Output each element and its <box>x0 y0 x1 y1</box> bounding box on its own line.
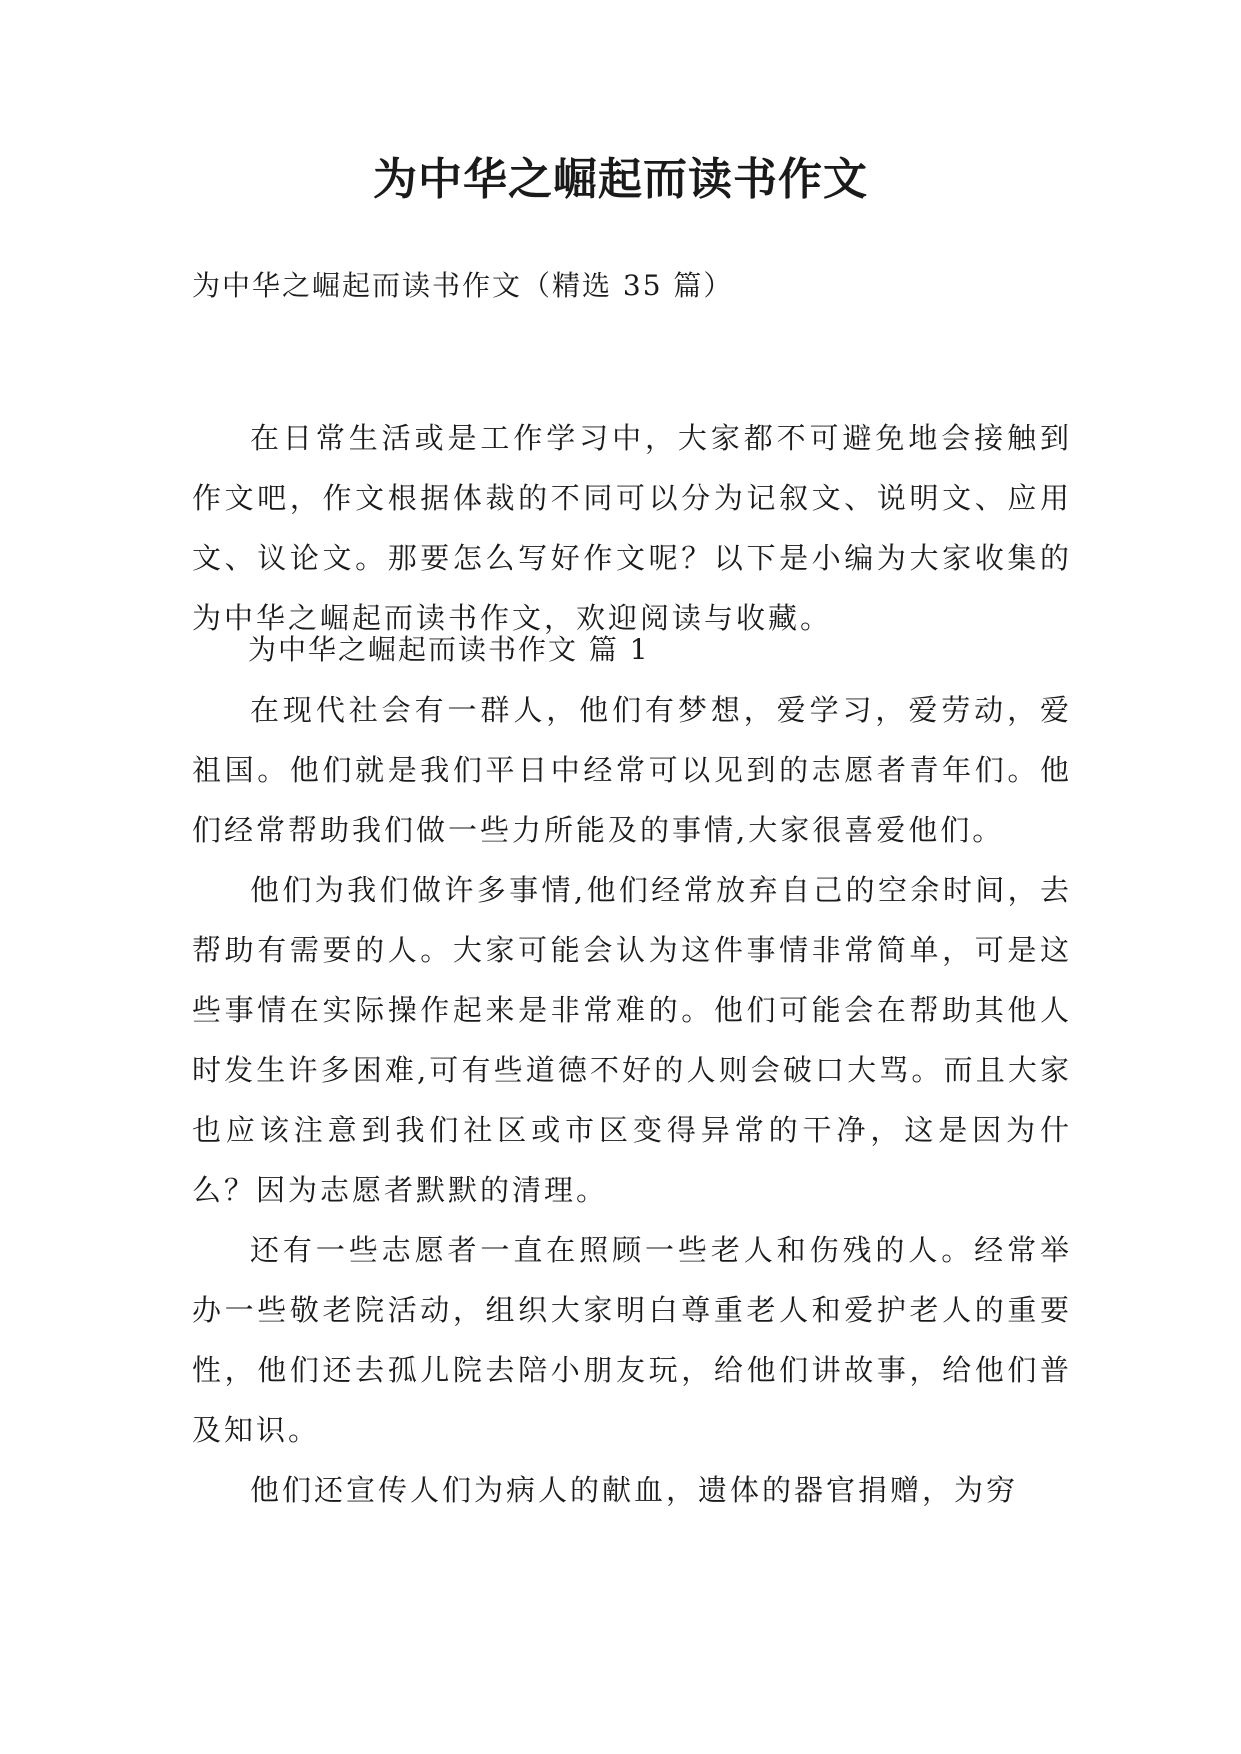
article-section <box>192 620 1072 1520</box>
document-title: 为中华之崛起而读书作文 <box>373 154 868 205</box>
intro-section <box>192 408 1072 648</box>
body-paragraph-3: 还有一些志愿者一直在照顾一些老人和伤残的人。经常举办一些敬老院活动，组织大家明白尊重老人和爱护老人的重要性，他们还去孤儿院去陪小朋友玩，给他们讲故事，给他们普及知识。 <box>192 1233 1072 1447</box>
intro-paragraph: 在日常生活或是工作学习中，大家都不可避免地会接触到作文吧，作文根据体裁的不同可以分为记叙文、说明文、应用文、议论文。那要怎么写好作文呢？以下是小编为大家收集的为中华之崛起而读书作文，欢迎阅读与收藏。 <box>192 421 1072 635</box>
body-paragraph-1: 在现代社会有一群人，他们有梦想，爱学习，爱劳动，爱祖国。他们就是我们平日中经常可以见到的志愿者青年们。他们经常帮助我们做一些力所能及的事情,大家很喜爱他们。 <box>192 693 1072 847</box>
body-paragraph-2: 他们为我们做许多事情,他们经常放弃自己的空余时间，去帮助有需要的人。大家可能会认为这件事情非常简单，可是这些事情在实际操作起来是非常难的。他们可能会在帮助其他人时发生许多困难,可有些道德不好的人则会破口大骂。而且大家也应该注意到我们社区或市区变得异常的干净，这是因为什么？因为志愿者默默的清理。 <box>192 873 1072 1207</box>
body-paragraph-4: 他们还宣传人们为病人的献血，遗体的器官捐赠，为穷 <box>250 1473 1019 1507</box>
section-heading: 为中华之崛起而读书作文 篇 1 <box>248 633 650 666</box>
document-subtitle: 为中华之崛起而读书作文（精选 35 篇） <box>192 269 734 302</box>
